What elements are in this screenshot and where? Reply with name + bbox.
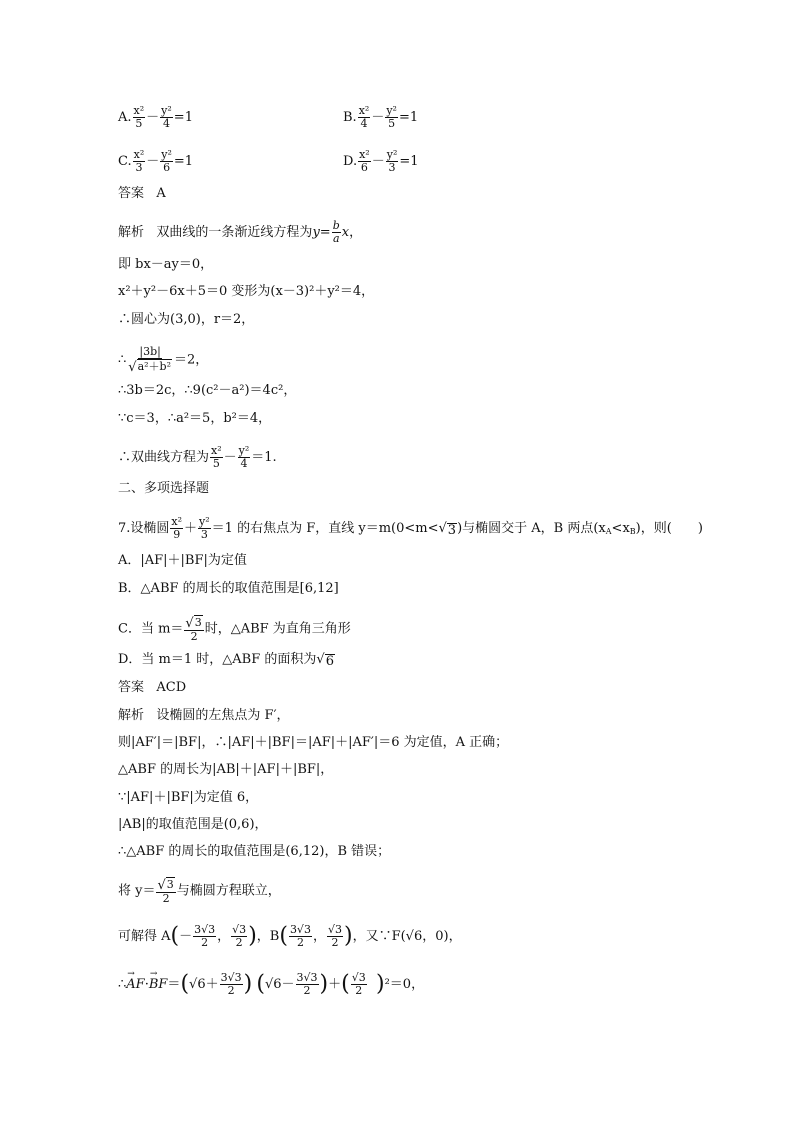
q7-option-d: D．当 m＝1 时，△ABF 的面积为 √ 6 xyxy=(118,652,334,669)
q7-analysis-line-2: 则|AF′|＝|BF|，∴|AF|＋|BF|＝|AF|＋|AF′|＝6 为定值，A 正确； xyxy=(118,735,509,750)
q6-answer: 答案 A xyxy=(118,186,166,201)
q6-analysis-line-8: ∴双曲线方程为 $\frac{\text{x²}}{5}$ － $\frac{\text{y²}}{4}$ ＝1. xyxy=(118,444,277,470)
q7-answer: 答案 ACD xyxy=(118,680,187,695)
q7-stem: 7.设椭圆 $\frac{\text{x²}}{9}$ ＋ $\frac{\text{y²}}{3}$ ＝1 的右焦点为 F，直线 y＝m(0<m< √ 3 )与椭圆交于 A，B 两点$(x_A<x_B)$，则( ) xyxy=(118,515,703,541)
q7-analysis-line-5: |AB|的取值范围是(0,6)， xyxy=(118,817,268,832)
q6-analysis-line-6: ∴3b＝2c，∴9(c²－a²)＝4c²， xyxy=(118,383,297,398)
q7-analysis-line-4: ∵|AF|＋|BF|为定值 6， xyxy=(118,790,259,805)
q7-analysis-line-6: ∴△ABF 的周长的取值范围是(6,12)，B 错误； xyxy=(118,844,391,859)
option-c: C. $\frac{\text{x²}}{3}$ － $\frac{\text{y²}}{6}$ =1 xyxy=(118,148,194,174)
q6-analysis-line-2: 即 bx－ay＝0， xyxy=(118,257,214,272)
q7-analysis-line-3: △ABF 的周长为|AB|＋|AF|＋|BF|， xyxy=(118,762,334,777)
q7-option-a: A．|AF|＋|BF|为定值 xyxy=(118,553,247,568)
q7-option-c: C．当 m＝ √ 3 2 时，△ABF 为直角三角形 xyxy=(118,616,351,643)
q6-analysis-line-1: 解析 双曲线的一条渐近线方程为y= $\frac{b}{a}$ x， xyxy=(118,219,363,245)
section-title: 二、多项选择题 xyxy=(118,481,210,496)
option-a: A. $\frac{\text{x²}}{5}$ － $\frac{\text{y²}}{4}$ =1 xyxy=(118,104,193,130)
q6-analysis-line-7: ∵c＝3，∴a²＝5，b²＝4， xyxy=(118,411,272,426)
q6-analysis-line-4: ∴圆心为(3,0)，r＝2， xyxy=(118,312,255,327)
q7-analysis-line-9: ∴→ AF·→ BF＝(√6＋ $\frac{3√3}{2}$ ) (√6－ $\frac{3√3}{2}$ )＋( $\frac{√3}{2}$ )²＝0， xyxy=(118,972,424,997)
q7-analysis-line-7: 将 y＝ √ 3 2 与椭圆方程联立， xyxy=(118,878,281,905)
option-b: B. $\frac{\text{x²}}{4}$ － $\frac{\text{y²}}{5}$ =1 xyxy=(343,104,419,130)
q7-option-b: B．△ABF 的周长的取值范围是[6,12] xyxy=(118,581,339,596)
q7-analysis-line-8: 可解得 A(－ $\frac{3√3}{2}$ ， $\frac{√3}{2}$ )，B( $\frac{3√3}{2}$ ， $\frac{√3}{2}$ )，又∵F(√6，0)， xyxy=(118,923,462,949)
q7-analysis-line-1: 解析 设椭圆的左焦点为 F′， xyxy=(118,708,290,723)
option-d: D. $\frac{\text{x²}}{6}$ － $\frac{\text{y²}}{3}$ =1 xyxy=(343,148,419,174)
q6-analysis-line-3: x²＋y²－6x＋5＝0 变形为(x－3)²＋y²＝4， xyxy=(118,284,375,299)
q6-analysis-line-5: ∴ |3b| √ a²＋b² ＝2， xyxy=(118,345,209,375)
